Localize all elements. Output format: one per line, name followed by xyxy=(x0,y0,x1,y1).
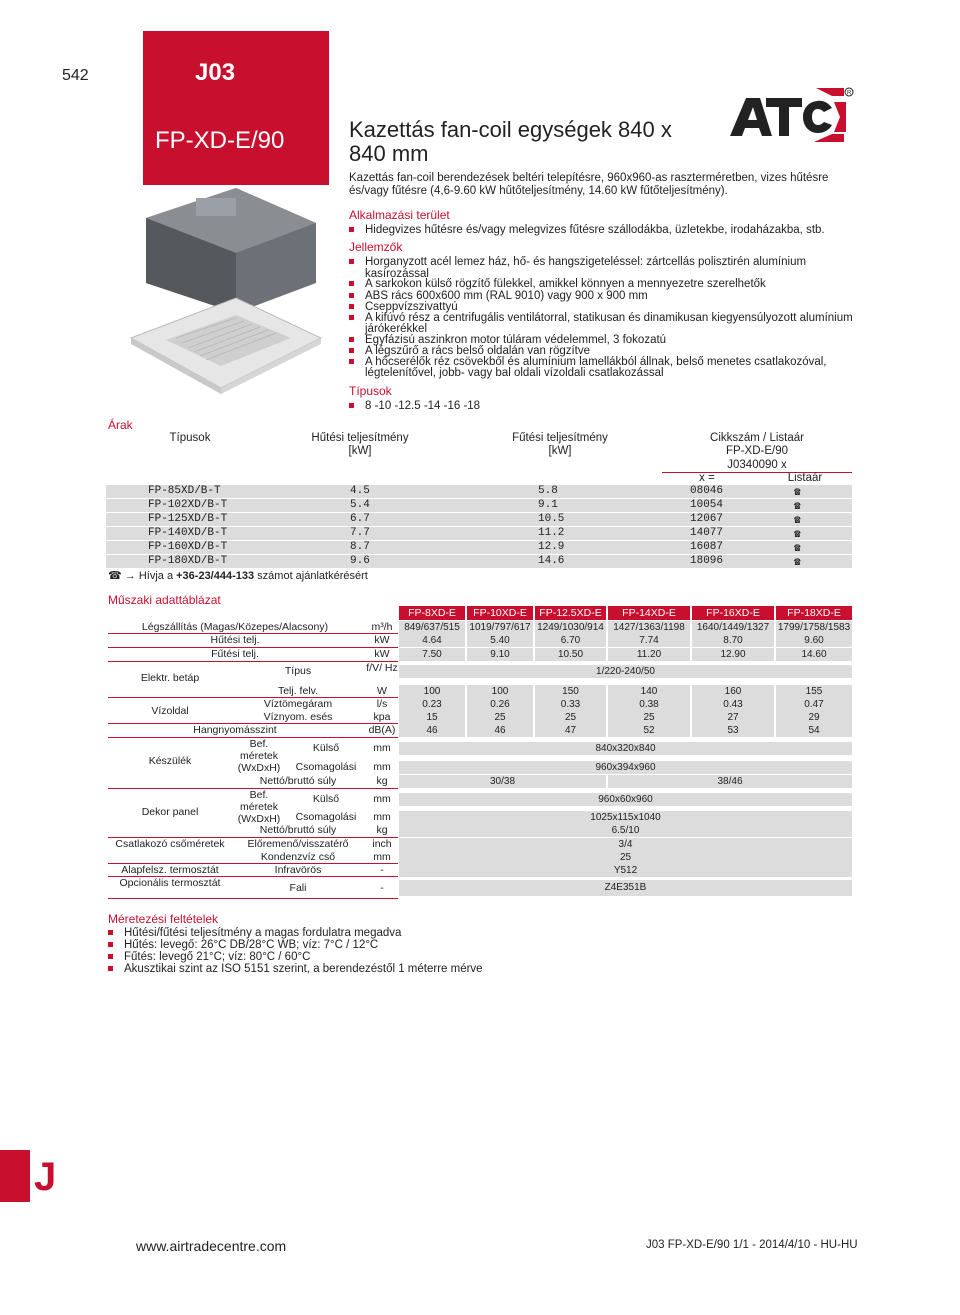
header-tab xyxy=(143,31,329,185)
price-code: 10054 xyxy=(690,499,724,511)
prices-heading: Árak xyxy=(108,418,133,432)
tech-cell: 54 xyxy=(776,724,852,737)
tech-cell: 0.23 xyxy=(399,698,465,711)
condition-item: Hűtés: levegő: 26°C DB/28°C WB; víz: 7°C / 12°C xyxy=(108,939,378,951)
tech-panel-weight-label: Nettó/bruttó súly xyxy=(259,824,337,836)
product-model: FP-XD-E/90 xyxy=(155,127,285,154)
feature-item: Egyfázisú aszinkron motor túláram védelemmel, 3 fokozatú xyxy=(349,334,666,346)
price-heat: 9.1 xyxy=(538,499,558,511)
tech-cell: 9.60 xyxy=(776,634,852,647)
tech-cell: 4.64 xyxy=(399,634,465,647)
row-divider xyxy=(108,661,398,662)
condition-item: Hűtési/fűtési teljesítmény a magas fordulatra megadva xyxy=(108,927,401,939)
tech-device-outer-label: Külső xyxy=(312,742,340,754)
tech-cell: 1640/1449/1327 xyxy=(692,621,774,634)
tech-cell: 6.70 xyxy=(535,634,606,647)
tech-cell: 46 xyxy=(467,724,533,737)
tech-heading: Műszaki adattáblázat xyxy=(108,593,221,607)
feature-item-cont: légtelenítővel, jobb- vagy bal oldali vízoldali csatlakozással xyxy=(365,367,664,379)
tech-water-pressure-label: Víznyom. esés xyxy=(263,711,333,723)
tech-cell: 25 xyxy=(535,711,606,724)
price-type: FP-102XD/B-T xyxy=(148,499,228,511)
phone-icon: ☎ xyxy=(794,501,801,513)
tech-mm-unit: mm xyxy=(373,761,391,773)
tech-model-header: FP-8XD-E xyxy=(399,606,465,620)
atc-logo xyxy=(728,84,854,152)
tech-mm-unit: mm xyxy=(373,811,391,823)
tech-airflow-label: Légszállítás (Magas/Közepes/Alacsony) xyxy=(141,621,329,633)
tech-cell: Z4E351B xyxy=(399,880,852,896)
prices-col-cool: Hűtési teljesítmény xyxy=(311,432,409,444)
tech-heating-label: Fűtési telj. xyxy=(211,648,259,660)
tech-model-header: FP-18XD-E xyxy=(776,606,852,620)
tech-cell: 960x60x960 xyxy=(399,793,852,806)
tech-elec-power-unit: W xyxy=(377,685,387,697)
price-row xyxy=(106,555,852,568)
row-divider xyxy=(108,876,398,877)
types-heading: Típusok xyxy=(349,384,392,398)
features-heading: Jellemzők xyxy=(349,240,403,254)
tech-cell: 25 xyxy=(467,711,533,724)
feature-item: A sarkokon külső rögzítő fülekkel, amikkel könnyen a mennyezetre szerelhetők xyxy=(349,278,766,290)
price-heat: 12.9 xyxy=(538,541,565,553)
tech-model-header: FP-16XD-E xyxy=(692,606,774,620)
tech-cell: 960x394x960 xyxy=(399,761,852,774)
footer-website[interactable]: www.airtradecentre.com xyxy=(136,1238,287,1254)
section-letter: J xyxy=(34,1155,57,1199)
price-heat: 11.2 xyxy=(538,527,565,539)
tech-cell: 150 xyxy=(535,685,606,698)
svg-text:R: R xyxy=(847,90,852,97)
tech-cell: 7.50 xyxy=(399,648,465,661)
tech-model-header: FP-14XD-E xyxy=(608,606,690,620)
tech-cell: 11.20 xyxy=(608,648,690,661)
tech-cell: 1799/1758/1583 xyxy=(777,622,851,633)
tech-panel-outer-label: Külső xyxy=(312,793,340,805)
tech-panel-packed-label: Csomagolási xyxy=(295,811,357,823)
tech-cell: 38/46 xyxy=(608,775,852,788)
tech-conn-flow-label: Előremenő/visszatérő xyxy=(247,838,349,850)
tech-airflow-unit: m³/h xyxy=(371,621,393,633)
price-type: FP-125XD/B-T xyxy=(148,513,228,525)
tech-kg-unit: kg xyxy=(376,775,388,787)
prices-col-heat-unit: [kW] xyxy=(548,445,572,457)
tech-elec-type-label: Típus xyxy=(284,665,312,677)
price-heat: 10.5 xyxy=(538,513,565,525)
product-code: J03 xyxy=(195,59,236,86)
tech-sound-label: Hangnyomásszint xyxy=(193,724,277,736)
tech-cell: 52 xyxy=(608,724,690,737)
tech-cell: 12.90 xyxy=(692,648,774,661)
price-heat: 14.6 xyxy=(538,555,565,567)
prices-x-eq: x = xyxy=(699,472,715,484)
price-heat: 5.8 xyxy=(538,485,558,497)
tech-conn-flow-unit: inch xyxy=(372,838,392,850)
tech-elec-group: Elektr. betáp xyxy=(140,672,200,684)
condition-item: Fűtés: levegő 21°C; víz: 80°C / 60°C xyxy=(108,951,310,963)
tech-conn-drain-label: Kondenzvíz cső xyxy=(260,851,336,863)
row-divider xyxy=(108,863,398,864)
product-image xyxy=(126,178,326,428)
feature-item: A hőcserélők réz csövekből és alumínium lamellákból állnak, belső menetes csatlakozóval, xyxy=(349,356,827,368)
feature-item: A kifúvó rész a centrifugális ventilátorral, statikusan és dinamikusan kiegyensúlyozott alumínium xyxy=(349,312,853,324)
price-code: 12067 xyxy=(690,513,724,525)
tech-cell: 15 xyxy=(399,711,465,724)
tech-thermo-basic-label: Infravörös xyxy=(274,864,322,876)
tech-cell: 100 xyxy=(399,685,465,698)
tech-cooling-unit: kW xyxy=(374,634,390,646)
row-divider xyxy=(108,697,398,698)
price-type: FP-140XD/B-T xyxy=(148,527,228,539)
price-note-pre: → Hívja a xyxy=(124,570,177,582)
feature-item: Cseppvízszivattyú xyxy=(349,301,458,313)
tech-cell: 155 xyxy=(776,685,852,698)
tech-mm-unit: mm xyxy=(373,742,391,754)
tech-cell: 1/220-240/50 xyxy=(399,665,852,678)
price-code: 14077 xyxy=(690,527,724,539)
tech-kg-unit: kg xyxy=(376,824,388,836)
row-divider xyxy=(108,723,398,724)
row-divider xyxy=(108,633,398,634)
prices-col-cool-unit: [kW] xyxy=(348,445,372,457)
phone-icon: ☎ xyxy=(794,557,801,569)
tech-cell: 14.60 xyxy=(776,648,852,661)
price-code: 18096 xyxy=(690,555,724,567)
tech-device-weight-label: Nettó/bruttó súly xyxy=(259,775,337,787)
tech-cell: 29 xyxy=(776,711,852,724)
feature-item: ABS rács 600x600 mm (RAL 9010) vagy 900 x 900 mm xyxy=(349,290,648,302)
tech-panel-group: Dekor panel xyxy=(141,806,199,818)
price-type: FP-180XD/B-T xyxy=(148,555,228,567)
tech-cell: 140 xyxy=(608,685,690,698)
tech-mm-unit: mm xyxy=(373,793,391,805)
price-cool: 7.7 xyxy=(350,527,370,539)
conditions-heading: Méretezési feltételek xyxy=(108,912,219,926)
row-divider xyxy=(108,837,398,838)
tech-device-packed-label: Csomagolási xyxy=(295,761,357,773)
tech-cell: 9.10 xyxy=(467,648,533,661)
price-cool: 8.7 xyxy=(350,541,370,553)
tech-cell: 0.43 xyxy=(692,698,774,711)
tech-cell: 0.38 xyxy=(608,698,690,711)
tech-water-flow-unit: l/s xyxy=(376,698,388,710)
tech-conn-group: Csatlakozó csőméretek xyxy=(115,838,225,850)
application-item: Hidegvizes hűtésre és/vagy melegvizes fűtésre szállodákba, üzletekbe, irodaházakba, stb. xyxy=(349,224,825,236)
tech-cell: 840x320x840 xyxy=(399,742,852,755)
feature-item-cont: járókerékkel xyxy=(365,323,427,335)
tech-cell: 46 xyxy=(399,724,465,737)
price-code: 08046 xyxy=(690,485,724,497)
tech-cell: 25 xyxy=(608,711,690,724)
tech-cell: 10.50 xyxy=(535,648,606,661)
tech-elec-type-unit: f/V/ Hz xyxy=(366,662,398,674)
page-title: Kazettás fan-coil egységek 840 x 840 mm xyxy=(349,117,672,166)
footer-doc-info: J03 FP-XD-E/90 1/1 - 2014/4/10 - HU-HU xyxy=(646,1239,858,1251)
side-tab xyxy=(0,1150,30,1202)
price-type: FP-160XD/B-T xyxy=(148,541,228,553)
tech-cell: 6.5/10 xyxy=(399,824,852,837)
tech-cell: 0.33 xyxy=(535,698,606,711)
tech-cell: 53 xyxy=(692,724,774,737)
application-heading: Alkalmazási terület xyxy=(349,208,450,222)
price-cool: 4.5 xyxy=(350,485,370,497)
tech-thermo-basic-unit: - xyxy=(380,864,384,876)
price-cool: 5.4 xyxy=(350,499,370,511)
tech-cell: 849/637/515 xyxy=(399,621,465,634)
tech-device-group: Készülék xyxy=(148,755,192,767)
tech-model-header: FP-12.5XD-E xyxy=(535,606,606,620)
price-note-phone: +36-23/444-133 xyxy=(176,570,255,582)
tech-cell: 25 xyxy=(399,851,852,864)
tech-water-group: Vízoldal xyxy=(151,705,189,717)
tech-cell: 1019/797/617 xyxy=(467,621,533,634)
prices-code-line1: FP-XD-E/90 xyxy=(726,445,788,457)
tech-cell: 100 xyxy=(467,685,533,698)
prices-col-heat: Fűtési teljesítmény xyxy=(512,432,608,444)
tech-cell: Y512 xyxy=(399,864,852,877)
types-item: 8 -10 -12.5 -14 -16 -18 xyxy=(349,400,480,412)
tech-cooling-label: Hűtési telj. xyxy=(210,634,260,646)
row-divider xyxy=(108,788,398,789)
tech-cell: 5.40 xyxy=(467,634,533,647)
condition-item: Akusztikai szint az ISO 5151 szerint, a berendezéstől 1 méterre mérve xyxy=(108,963,483,975)
phone-icon: ☎ xyxy=(794,515,801,527)
tech-cell: 7.74 xyxy=(608,634,690,647)
price-cool: 6.7 xyxy=(350,513,370,525)
price-cool: 9.6 xyxy=(350,555,370,567)
tech-cell: 0.26 xyxy=(467,698,533,711)
prices-col-type: Típusok xyxy=(169,432,211,444)
tech-cell: 1249/1030/914 xyxy=(535,621,606,634)
phone-icon: ☎ xyxy=(108,570,125,582)
tech-device-dim-label: Bef. méretek (WxDxH) xyxy=(237,738,281,774)
tech-cell: 47 xyxy=(535,724,606,737)
price-type: FP-85XD/B-T xyxy=(148,485,221,497)
prices-code-line2: J0340090 x xyxy=(727,459,787,471)
tech-cell: 0.47 xyxy=(776,698,852,711)
tech-thermo-basic-group: Alapfelsz. termosztát xyxy=(121,864,219,876)
intro-text: Kazettás fan-coil berendezések beltéri telepítésre, 960x960-as raszterméretben, vizes hűtésre és/vagy fűtésre (4,6-9.60 kW hűtőteljesítmény, 14.60 kW fűtőteljesítmény). xyxy=(349,172,829,197)
tech-cell: 8.70 xyxy=(692,634,774,647)
price-row xyxy=(106,541,852,554)
prices-col-code: Cikkszám / Listaár xyxy=(710,432,804,444)
tech-cell: 160 xyxy=(692,685,774,698)
feature-item: Horganyzott acél lemez ház, hő- és hangszigeteléssel: zártcellás polisztirén alumínium xyxy=(349,256,806,268)
tech-water-flow-label: Víztömegáram xyxy=(263,698,333,710)
page-number: 542 xyxy=(62,67,89,84)
price-note-post: számot ajánlatkérésért xyxy=(254,570,368,582)
tech-thermo-opt-label: Fali xyxy=(289,882,307,894)
tech-cell: 1025x115x1040 xyxy=(399,811,852,824)
row-divider xyxy=(108,737,398,738)
row-divider xyxy=(108,647,398,648)
price-row xyxy=(106,527,852,540)
tech-model-header: FP-10XD-E xyxy=(467,606,533,620)
tech-water-pressure-unit: kpa xyxy=(373,711,391,723)
tech-heating-unit: kW xyxy=(374,648,390,660)
tech-cell: 3/4 xyxy=(399,838,852,851)
price-row xyxy=(106,485,852,498)
price-row xyxy=(106,499,852,512)
phone-icon: ☎ xyxy=(794,543,801,555)
tech-elec-power-label: Telj. felv. xyxy=(277,685,319,697)
tech-cell: 1427/1363/1198 xyxy=(608,621,690,634)
feature-item: A légszűrő a rács belső oldalán van rögzítve xyxy=(349,345,590,357)
tech-panel-dim-label: Bef. méretek (WxDxH) xyxy=(237,789,281,825)
price-row xyxy=(106,513,852,526)
tech-thermo-opt-group: Opcionális termosztát xyxy=(119,877,221,889)
tech-cell: 27 xyxy=(692,711,774,724)
price-note xyxy=(108,569,368,582)
tech-sound-unit: dB(A) xyxy=(368,724,396,736)
price-code: 16087 xyxy=(690,541,724,553)
tech-cell: 30/38 xyxy=(399,775,606,788)
phone-icon: ☎ xyxy=(794,529,801,541)
phone-icon: ☎ xyxy=(794,487,801,499)
tech-thermo-opt-unit: - xyxy=(380,882,384,894)
prices-list-price: Listaár xyxy=(787,472,823,484)
tech-conn-drain-unit: mm xyxy=(373,851,391,863)
feature-item-cont: kasírozással xyxy=(365,268,429,280)
row-divider xyxy=(108,898,398,899)
